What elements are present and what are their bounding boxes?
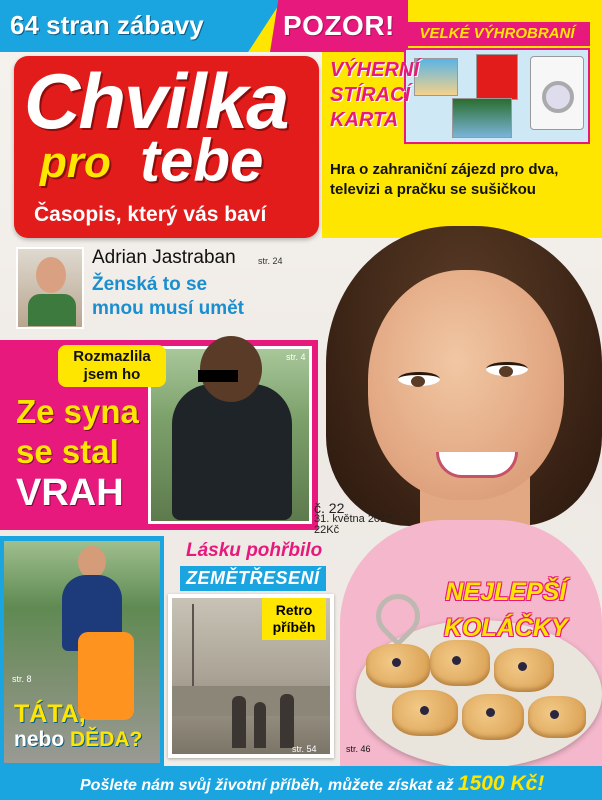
- prize-magazine-image: [476, 54, 518, 100]
- vrah-headline: Ze syna se stal: [16, 393, 139, 470]
- issue-date: 31. května 2017: [314, 513, 393, 525]
- censor-bar: [198, 370, 238, 382]
- dad-head: [78, 546, 106, 578]
- prize-trip-image: [414, 58, 458, 96]
- dad-headline-2-prefix: nebo: [14, 728, 65, 751]
- footer-text: [80, 772, 544, 796]
- pages-count-label: 64 stran zábavy: [10, 10, 204, 40]
- vrah-story-figure: [172, 384, 292, 520]
- prize-tv-image: [452, 98, 512, 138]
- cover-model-eye-right: [486, 362, 528, 376]
- vrah-page-ref: str. 4: [286, 352, 306, 362]
- dad-headline-1: TÁTA,: [14, 700, 86, 728]
- quake-headline-2: ZEMĚTŘESENÍ: [180, 566, 326, 591]
- issue-price: 22Kč: [314, 524, 340, 536]
- masthead-title-3: tebe: [140, 127, 264, 194]
- pastry: [528, 696, 586, 738]
- cover-model-smile: [436, 452, 518, 478]
- adrian-page-ref: str. 24: [258, 256, 283, 266]
- vrah-kicker: Rozmazlila jsem ho: [58, 345, 166, 387]
- dad-headline-2: [14, 728, 142, 752]
- dad-page-ref: str. 8: [12, 674, 32, 684]
- masthead-title-2: pro: [40, 138, 111, 187]
- masthead-tagline: Časopis, který vás baví: [34, 203, 267, 226]
- dad-headline-2-highlight: DĚDA?: [70, 728, 143, 751]
- recipe-page-ref: str. 46: [346, 744, 371, 754]
- recipe-headline: NEJLEPŠÍ KOLÁČKY: [444, 578, 568, 642]
- promo-banner: VELKÉ VÝHROBRANÍ: [404, 22, 590, 46]
- footer-amount: 1500 Kč!: [457, 772, 545, 795]
- pastry: [462, 694, 524, 740]
- retro-badge: Retro příběh: [262, 598, 326, 640]
- promo-prize-image: [404, 48, 590, 144]
- vrah-headline-big: VRAH: [16, 472, 124, 514]
- alert-label: POZOR!: [283, 10, 395, 41]
- masthead-title-1: Chvilka: [24, 57, 288, 145]
- adrian-face: [36, 257, 66, 293]
- adrian-name: Adrian Jastraban: [92, 247, 236, 268]
- cover-model-eye-left: [398, 372, 440, 386]
- pastry: [430, 640, 490, 686]
- quake-headline-1: Lásku pohřbilo: [186, 540, 323, 561]
- promo-description: Hra o zahraniční zájezd pro dva, televizi a pračku se sušičkou: [330, 161, 559, 198]
- quake-page-ref: str. 54: [292, 744, 317, 754]
- issue-number: č. 22: [314, 500, 345, 516]
- adrian-headline: Ženská to se mnou musí umět: [92, 274, 245, 319]
- pastry: [392, 690, 458, 736]
- prize-washer-image: [530, 56, 584, 130]
- footer-message: Pošlete nám svůj životní příběh, můžete získat až: [80, 777, 454, 794]
- adrian-shirt: [28, 294, 76, 326]
- stroller: [78, 632, 134, 720]
- pastry: [494, 648, 554, 692]
- pastry: [366, 644, 430, 688]
- promo-card-title: VÝHERNÍ STÍRACÍ KARTA: [330, 59, 419, 131]
- issue-info: [314, 500, 393, 536]
- vrah-story-head: [200, 336, 262, 402]
